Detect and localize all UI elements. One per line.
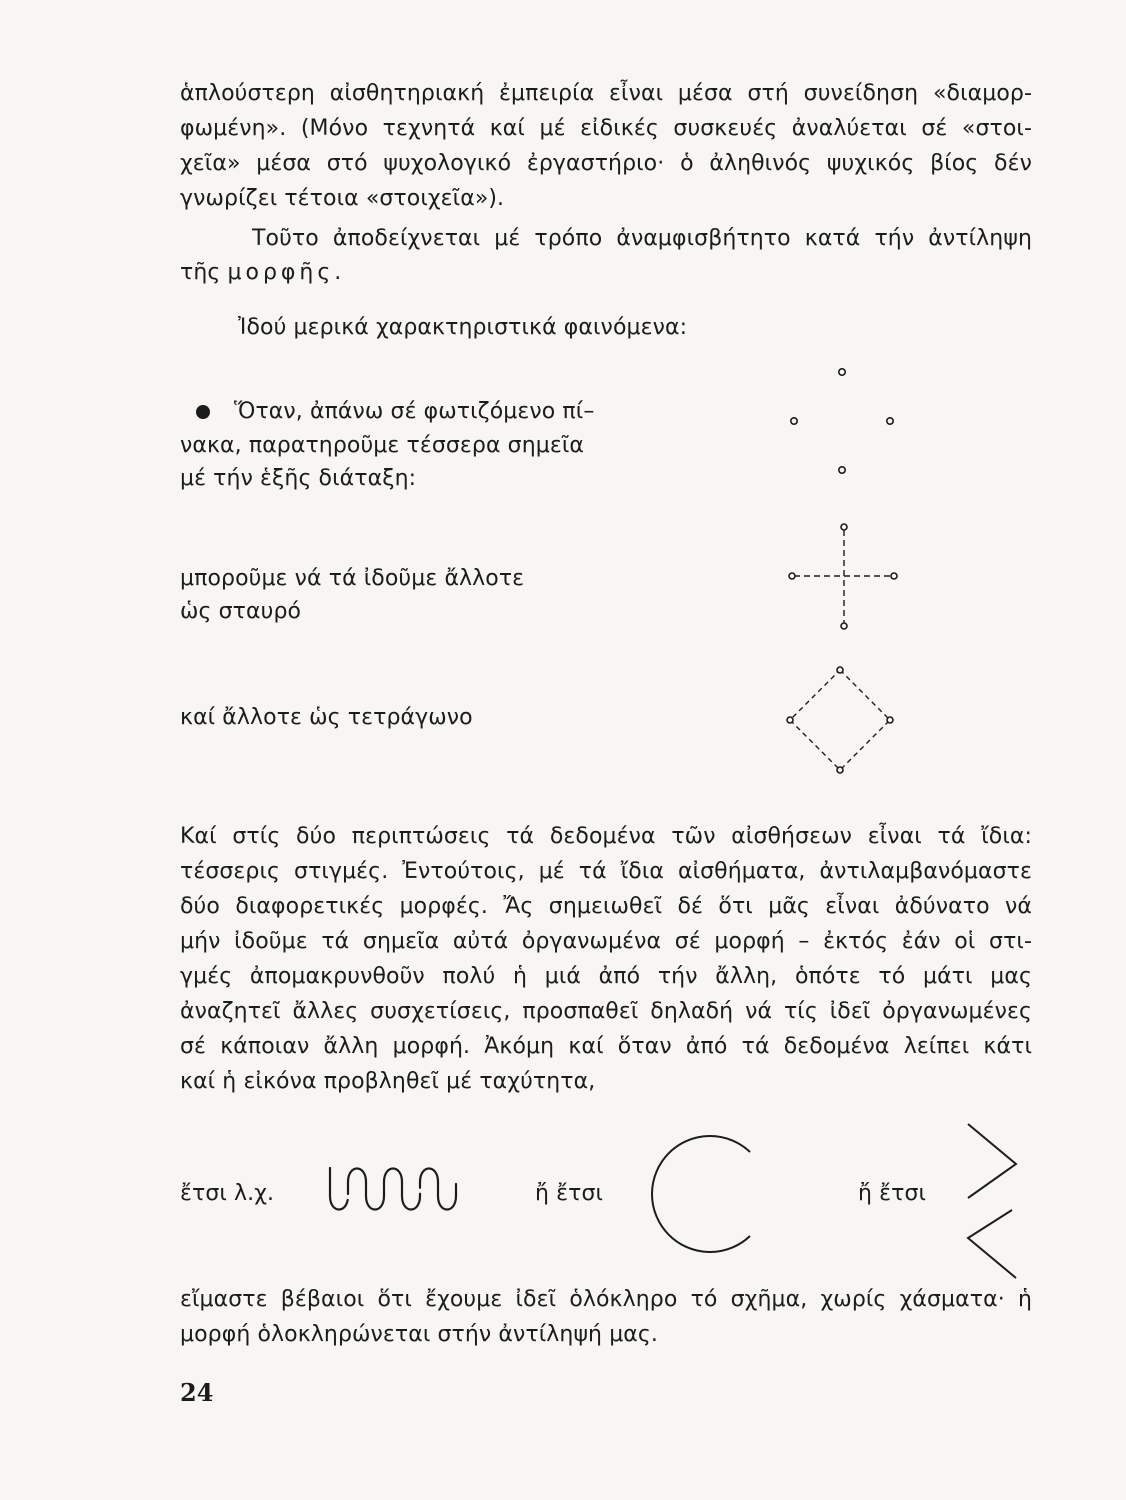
cross-figure	[780, 520, 910, 640]
wave-figure	[320, 1160, 520, 1220]
emphasized-word-morfis: μορφῆς	[227, 260, 335, 285]
paragraph-2-line-2	[180, 259, 341, 287]
example-line-3: μέ τήν ἑξῆς διάταξη:	[180, 466, 417, 491]
paragraph-3-line-5: γμές ἀπομακρυνθοῦν πολύ ἡ μιά ἀπό τήν ἄλλη, ὁπότε τό μάτι μας	[180, 964, 1032, 989]
paragraph-1-line-1: ἁπλούστερη αἰσθητηριακή ἐμπειρία εἶναι μέσα στή συνείδηση «διαμορ-	[180, 81, 1032, 106]
cross-point-left	[789, 573, 795, 579]
paragraph-2-suffix: .	[334, 260, 342, 285]
square-point-right	[887, 717, 893, 723]
square-point-left	[787, 717, 793, 723]
paragraph-1-line-2: φωμένη». (Μόνο τεχνητά καί μέ εἰδικές συσκευές ἀναλύεται σέ «στοι-	[180, 116, 1032, 141]
closure-label: ἔτσι λ.χ.	[180, 1181, 275, 1206]
square-text: καί ἄλλοτε ὡς τετράγωνο	[180, 705, 473, 730]
square-point-bottom	[837, 767, 843, 773]
paragraph-3-line-6: ἀναζητεῖ ἄλλες συσχετίσεις, προσπαθεῖ δηλαδή νά τίς ἰδεῖ ὀργανωμένες	[180, 999, 1032, 1024]
page-number: 24	[180, 1378, 214, 1407]
paragraph-3-line-4: μήν ἰδοῦμε τά σημεῖα αὐτά ὀργανωμένα σέ μορφή – ἐκτός ἐάν οἱ στι-	[180, 929, 1032, 954]
paragraph-3-line-7: σέ κάποιαν ἄλλη μορφή. Ἀκόμη καί ὅταν ἀπό τά δεδομένα λείπει κάτι	[180, 1034, 1032, 1059]
cross-point-bottom	[841, 623, 847, 629]
cross-text-line-2: ὡς σταυρό	[180, 599, 302, 624]
paragraph-3-line-8: καί ἡ εἰκόνα προβληθεῖ μέ ταχύτητα,	[180, 1069, 596, 1094]
incomplete-circle-figure	[650, 1130, 780, 1250]
wave-curve	[330, 1168, 456, 1210]
four-points-figure	[780, 360, 910, 480]
paragraph-3-line-3: δύο διαφορετικές μορφές. Ἄς σημειωθεῖ δέ ὅτι μᾶς εἶναι ἀδύνατο νά	[180, 894, 1032, 919]
paragraph-1-line-3: χεῖα» μέσα στό ψυχολογικό ἐργαστήριο· ὁ ἀληθινός ψυχικός βίος δέν	[180, 151, 1032, 176]
point-right	[887, 418, 893, 424]
zigzag-lower	[968, 1210, 1016, 1278]
point-top	[839, 369, 845, 375]
or-text-1: ἤ ἔτσι	[535, 1181, 604, 1206]
paragraph-3-line-2: τέσσερις στιγμές. Ἐντούτοις, μέ τά ἴδια αἰσθήματα, ἀντιλαμβανόμαστε	[180, 859, 1032, 884]
square-outline	[790, 670, 890, 770]
paragraph-2-prefix: τῆς	[180, 260, 228, 285]
cross-point-right	[891, 573, 897, 579]
point-left	[791, 418, 797, 424]
or-text-2: ἤ ἔτσι	[858, 1181, 927, 1206]
cross-point-top	[841, 524, 847, 530]
zigzag-figure	[960, 1110, 1030, 1290]
cross-text-line-1: μποροῦμε νά τά ἰδοῦμε ἄλλοτε	[180, 566, 525, 591]
point-bottom	[839, 467, 845, 473]
square-figure	[780, 660, 910, 780]
example-line-2: νακα, παρατηροῦμε τέσσερα σημεῖα	[180, 433, 584, 458]
zigzag-upper	[968, 1124, 1016, 1198]
square-point-top	[837, 667, 843, 673]
paragraph-3-line-1: Καί στίς δύο περιπτώσεις τά δεδομένα τῶν αἰσθήσεων εἶναι τά ἴδια:	[180, 824, 1032, 849]
conclusion-line-1: εἴμαστε βέβαιοι ὅτι ἔχουμε ἰδεῖ ὁλόκληρο τό σχῆμα, χωρίς χάσματα· ἡ	[180, 1287, 1032, 1312]
paragraph-1-line-4: γνωρίζει τέτοια «στοιχεῖα»).	[180, 186, 505, 211]
incomplete-circle-arc	[652, 1136, 750, 1252]
paragraph-2-line-1: Τοῦτο ἀποδείχνεται μέ τρόπο ἀναμφισβήτητο κατά τήν ἀντίληψη	[252, 226, 1032, 251]
example-line-1: Ὅταν, ἀπάνω σέ φωτιζόμενο πί–	[234, 399, 595, 424]
conclusion-line-2: μορφή ὁλοκληρώνεται στήν ἀντίληψή μας.	[180, 1322, 659, 1347]
bullet-icon	[196, 405, 210, 419]
phenomena-intro: Ἰδού μερικά χαρακτηριστικά φαινόμενα:	[238, 315, 688, 340]
